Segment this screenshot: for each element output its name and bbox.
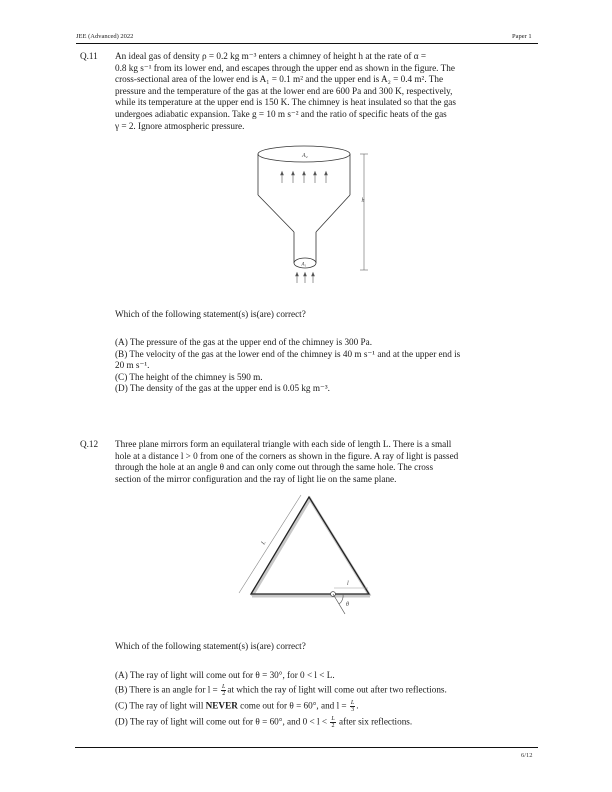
q11-option-d: (D) The density of the gas at the upper end is 0.05 kg m⁻³. bbox=[115, 383, 330, 393]
q12-prompt: Which of the following statement(s) is(are) correct? bbox=[115, 641, 306, 651]
q12-option-b-post: at which the ray of light will come out after two reflections. bbox=[227, 684, 447, 695]
label-a1: A₁ bbox=[301, 262, 307, 268]
footer-rule bbox=[75, 747, 538, 748]
q12-option-c-pre: (C) The ray of light will bbox=[115, 700, 206, 711]
q12-line: hole at a distance l > 0 from one of the corners as shown in the figure. A ray of light is passed bbox=[115, 450, 459, 461]
q12-option-b-pre: (B) There is an angle for l = bbox=[115, 684, 221, 695]
page-number: 6/12 bbox=[521, 752, 533, 759]
q11-options bbox=[115, 337, 460, 395]
q11-option-b-cont: 20 m s⁻¹. bbox=[115, 360, 150, 370]
fraction-l-over-3 bbox=[350, 700, 355, 713]
q11-line: 0.8 kg s⁻¹ from its lower end, and escapes through the upper end as shown in the figure. The bbox=[115, 62, 455, 73]
q11-line: undergoes adiabatic expansion. Take g = 10 m s⁻² and the ratio of specific heats of the gas bbox=[115, 108, 447, 119]
q12-option-c-post: . bbox=[356, 700, 359, 711]
q11-option-b: (B) The velocity of the gas at the lower end of the chimney is 40 m s⁻¹ and at the upper end is bbox=[115, 348, 461, 359]
fraction-l-over-2 bbox=[221, 684, 226, 697]
frac-denominator: 3 bbox=[351, 707, 355, 713]
frac-numerator: L bbox=[222, 684, 226, 690]
q12-option-d bbox=[115, 716, 447, 732]
q12-option-c-emphasis: NEVER bbox=[205, 700, 238, 711]
q12-option-a bbox=[115, 670, 447, 684]
label-l: l bbox=[347, 581, 349, 587]
header-rule bbox=[76, 43, 538, 44]
q12-options bbox=[115, 670, 447, 732]
label-theta: θ bbox=[346, 602, 349, 608]
fraction-l-over-2 bbox=[330, 716, 335, 729]
q12-option-b bbox=[115, 684, 447, 700]
label-L: L bbox=[260, 540, 268, 547]
question-11-text bbox=[115, 51, 530, 132]
q11-line: cross-sectional area of the lower end is A₁ = 0.1 m² and the upper end is A₂ = 0.4 m². The bbox=[115, 74, 444, 85]
q11-line: γ = 2. Ignore atmospheric pressure. bbox=[115, 120, 245, 131]
frac-numerator: L bbox=[331, 716, 335, 722]
q12-line: Three plane mirrors form an equilateral triangle with each side of length L. There is a small bbox=[115, 439, 452, 449]
question-number-11: Q.11 bbox=[80, 51, 98, 61]
q12-option-d-pre: (D) The ray of light will come out for θ = 60°, and 0 < l < bbox=[115, 716, 330, 727]
q12-line: through the hole at an angle θ and can only come out through the same hole. The cross bbox=[115, 462, 434, 473]
q11-option-a: (A) The pressure of the gas at the upper end of the chimney is 300 Pa. bbox=[115, 337, 373, 347]
chimney-figure bbox=[240, 135, 400, 285]
label-h: h bbox=[361, 198, 365, 204]
question-number-12: Q.12 bbox=[80, 439, 99, 449]
mirror-triangle-figure bbox=[230, 490, 390, 620]
frac-numerator: L bbox=[350, 700, 355, 706]
q12-option-c bbox=[115, 700, 447, 716]
label-a2: A₂ bbox=[302, 153, 308, 159]
q11-line: pressure and the temperature of the gas at the lower end are 600 Pa and 300 K, respectively, bbox=[115, 85, 453, 96]
q11-prompt: Which of the following statement(s) is(are) correct? bbox=[115, 309, 306, 319]
q12-line: section of the mirror configuration and the ray of light lie on the same plane. bbox=[115, 473, 397, 484]
q12-option-d-post: after six reflections. bbox=[336, 716, 413, 727]
q11-option-c: (C) The height of the chimney is 590 m. bbox=[115, 371, 263, 382]
frac-denominator: 2 bbox=[331, 723, 335, 729]
q12-option-c-mid: come out for θ = 60°, and l = bbox=[237, 700, 349, 711]
header-paper-label: Paper 1 bbox=[512, 33, 532, 40]
header-exam-title: JEE (Advanced) 2022 bbox=[76, 33, 134, 40]
q11-line: An ideal gas of density ρ = 0.2 kg m⁻³ enters a chimney of height h at the rate of α = bbox=[115, 51, 427, 61]
question-12-text bbox=[115, 439, 530, 485]
frac-denominator: 2 bbox=[222, 691, 226, 697]
q11-line: while its temperature at the upper end is 150 K. The chimney is heat insulated so that the gas bbox=[115, 97, 456, 108]
q12-option-a-text: (A) The ray of light will come out for θ = 30°, for 0 < l < L. bbox=[115, 670, 335, 680]
